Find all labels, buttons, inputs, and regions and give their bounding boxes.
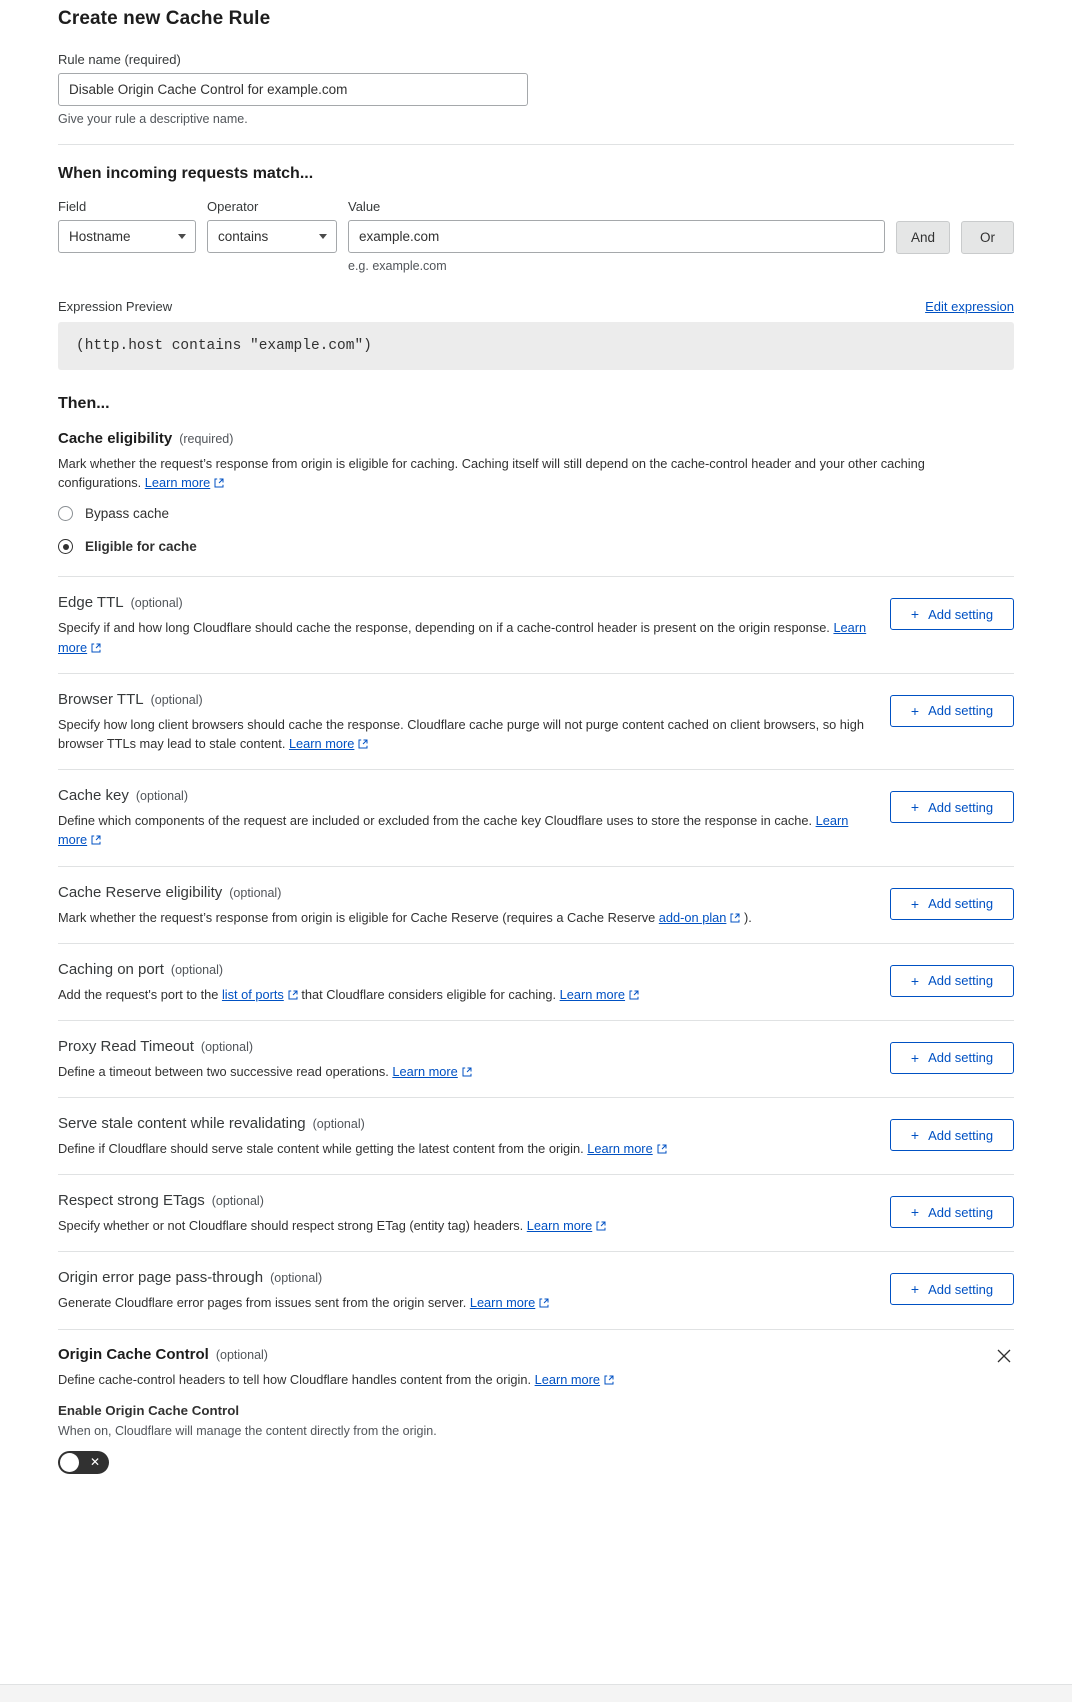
external-link-icon: [214, 478, 224, 488]
origin-error-optional: (optional): [270, 1271, 323, 1286]
enable-origin-cache-control-desc: When on, Cloudflare will manage the content directly from the origin.: [58, 1423, 437, 1438]
operator-column: [207, 199, 337, 253]
list-of-ports-link[interactable]: list of ports: [221, 986, 284, 1002]
bottom-bar: [0, 1684, 1072, 1702]
add-setting-proxy-read-timeout-button[interactable]: [890, 1042, 1014, 1074]
cache-key-desc: [58, 811, 870, 849]
chevron-down-icon: [319, 234, 327, 239]
value-column: [348, 199, 885, 273]
add-setting-label: Add setting: [928, 1127, 994, 1143]
learn-more-link[interactable]: Learn more: [469, 1295, 536, 1311]
add-setting-origin-error-button[interactable]: [890, 1273, 1014, 1305]
rule-name-label: Rule name (required): [58, 52, 181, 67]
rule-name-group: [58, 52, 1014, 126]
origin-error-title: Origin error page pass-through: [58, 1269, 264, 1287]
edge-ttl-desc-text: Specify if and how long Cloudflare should cache the response, depending on if a cache-control header is present on the origin response.: [58, 620, 830, 636]
respect-etags-title: Respect strong ETags: [58, 1192, 205, 1210]
respect-etags-desc: [58, 1216, 870, 1235]
field-label: Field: [58, 199, 87, 214]
add-setting-label: Add setting: [928, 973, 994, 989]
divider: [58, 144, 1014, 145]
field-column: [58, 199, 196, 253]
browser-ttl-optional: (optional): [150, 692, 203, 707]
plus-icon: +: [910, 606, 920, 623]
setting-browser-ttl: [58, 674, 1014, 770]
match-row: [58, 199, 1014, 273]
caching-on-port-title: Caching on port: [58, 960, 164, 978]
setting-cache-reserve-eligibility: [58, 867, 1014, 944]
caching-on-port-optional: (optional): [170, 962, 224, 977]
logic-buttons: [896, 199, 1014, 254]
learn-more-link[interactable]: Learn more: [144, 475, 211, 491]
origin-error-desc-text: Generate Cloudflare error pages from issues sent from the origin server.: [58, 1295, 467, 1311]
origin-cache-control-desc: [58, 1370, 983, 1389]
value-hint: e.g. example.com: [348, 259, 447, 273]
cache-eligibility-header: [58, 430, 1014, 447]
setting-serve-stale-content: [58, 1098, 1014, 1175]
external-link-icon: [91, 835, 101, 845]
cache-eligibility-required: (required): [179, 432, 234, 446]
learn-more-link[interactable]: Learn more: [58, 813, 849, 848]
proxy-read-timeout-desc-text: Define a timeout between two successive read operations.: [58, 1063, 389, 1079]
plus-icon: +: [910, 1281, 920, 1298]
edge-ttl-desc: [58, 618, 870, 656]
rule-name-help: Give your rule a descriptive name.: [58, 112, 248, 126]
serve-stale-optional: (optional): [312, 1117, 365, 1132]
learn-more-link[interactable]: Learn more: [559, 986, 626, 1002]
match-heading: When incoming requests match...: [58, 165, 314, 182]
learn-more-link[interactable]: Learn more: [392, 1063, 458, 1079]
add-setting-browser-ttl-button[interactable]: [890, 695, 1014, 727]
and-button[interactable]: And: [896, 221, 950, 254]
external-link-icon: [657, 1144, 667, 1154]
setting-proxy-read-timeout: [58, 1021, 1014, 1098]
radio-selected-icon: [58, 539, 73, 554]
cache-reserve-desc-text: Mark whether the request’s response from origin is eligible for Cache Reserve (requires a Cache Reserve: [58, 909, 656, 925]
expression-label: Expression Preview: [58, 299, 173, 314]
origin-cache-control-title: Origin Cache Control: [58, 1345, 209, 1363]
browser-ttl-desc-text: Specify how long client browsers should cache the response. Cloudflare cache purge will not purge content cached on client browsers, so high browser TTLs may lead to stale content.: [58, 716, 864, 751]
radio-bypass-cache-label: Bypass cache: [85, 506, 170, 522]
then-heading: Then...: [58, 395, 110, 412]
external-link-icon: [91, 643, 101, 653]
cache-reserve-title: Cache Reserve eligibility: [58, 883, 223, 901]
operator-select-value: contains: [218, 229, 269, 244]
setting-respect-strong-etags: [58, 1175, 1014, 1252]
cache-eligibility-title: Cache eligibility: [58, 430, 173, 447]
add-setting-label: Add setting: [928, 1050, 994, 1066]
learn-more-link[interactable]: Learn more: [58, 620, 867, 655]
expression-preview: (http.host contains "example.com"): [58, 322, 1014, 370]
cache-reserve-desc-tail: ).: [743, 909, 752, 925]
toggle-knob: [60, 1453, 79, 1472]
setting-cache-key: [58, 770, 1014, 866]
radio-bypass-cache[interactable]: [58, 506, 1014, 521]
add-setting-respect-etags-button[interactable]: [890, 1196, 1014, 1228]
field-select-value: Hostname: [69, 229, 131, 244]
cache-eligibility-options: [58, 506, 1014, 554]
add-setting-cache-reserve-button[interactable]: [890, 888, 1014, 920]
caching-on-port-desc: [58, 985, 870, 1004]
external-link-icon: [358, 739, 368, 749]
page-title: Create new Cache Rule: [58, 8, 271, 29]
setting-caching-on-port: [58, 944, 1014, 1021]
field-select[interactable]: [58, 220, 196, 253]
learn-more-link[interactable]: Learn more: [587, 1141, 653, 1157]
edge-ttl-title: Edge TTL: [58, 594, 124, 612]
operator-select[interactable]: [207, 220, 337, 253]
plus-icon: +: [910, 972, 920, 989]
add-setting-label: Add setting: [928, 1204, 994, 1220]
proxy-read-timeout-desc: [58, 1062, 870, 1081]
respect-etags-optional: (optional): [211, 1194, 264, 1209]
add-setting-caching-on-port-button[interactable]: [890, 965, 1014, 997]
cache-reserve-optional: (optional): [229, 885, 282, 900]
caching-on-port-desc-tail: that Cloudflare considers eligible for caching.: [301, 986, 557, 1002]
setting-edge-ttl: [58, 577, 1014, 673]
origin-cache-control-desc-text: Define cache-control headers to tell how Cloudflare handles content from the origin.: [58, 1371, 532, 1387]
cache-reserve-desc: [58, 908, 870, 927]
plus-icon: +: [910, 1204, 920, 1221]
setting-origin-cache-control: [58, 1330, 1014, 1490]
setting-cache-eligibility: [58, 413, 1014, 577]
add-setting-label: Add setting: [928, 799, 994, 815]
proxy-read-timeout-optional: (optional): [200, 1039, 254, 1054]
operator-label: Operator: [207, 199, 259, 214]
external-link-icon: [604, 1375, 614, 1385]
learn-more-link[interactable]: Learn more: [288, 735, 355, 751]
add-setting-cache-key-button[interactable]: [890, 791, 1014, 823]
cache-eligibility-desc-text: Mark whether the request’s response from origin is eligible for caching. Caching itself will still depend on the cache-control header and your other caching configurations.: [58, 456, 925, 491]
plus-icon: +: [910, 702, 920, 719]
learn-more-link[interactable]: Learn more: [526, 1218, 593, 1234]
external-link-icon: [539, 1298, 549, 1308]
add-setting-label: Add setting: [928, 606, 994, 622]
add-on-plan-link[interactable]: add-on plan: [658, 909, 727, 925]
enable-origin-cache-control-label: Enable Origin Cache Control: [58, 1402, 240, 1418]
radio-eligible-for-cache[interactable]: [58, 539, 1014, 554]
plus-icon: +: [910, 1127, 920, 1144]
rule-name-input[interactable]: [58, 73, 528, 106]
cache-key-optional: (optional): [135, 789, 188, 804]
external-link-icon: [596, 1221, 606, 1231]
expression-header: [58, 299, 1014, 314]
serve-stale-desc: [58, 1139, 870, 1158]
external-link-icon: [629, 990, 639, 1000]
edit-expression-link[interactable]: Edit expression: [925, 299, 1014, 314]
value-input[interactable]: [348, 220, 885, 253]
caching-on-port-desc-text: Add the request's port to the: [58, 986, 219, 1002]
origin-error-desc: [58, 1293, 870, 1312]
toggle-off-icon: ✕: [89, 1454, 100, 1469]
cache-key-title: Cache key: [58, 787, 129, 805]
radio-eligible-for-cache-label: Eligible for cache: [85, 539, 197, 555]
edge-ttl-optional: (optional): [130, 596, 183, 611]
add-setting-label: Add setting: [928, 703, 994, 719]
serve-stale-title: Serve stale content while revalidating: [58, 1115, 306, 1133]
cache-key-desc-text: Define which components of the request are included or excluded from the cache key Cloudflare uses to store the response in cache.: [58, 813, 813, 829]
browser-ttl-desc: [58, 715, 870, 753]
serve-stale-desc-text: Define if Cloudflare should serve stale content while getting the latest content from the origin.: [58, 1141, 584, 1157]
add-setting-label: Add setting: [928, 896, 994, 911]
radio-icon: [58, 506, 73, 521]
plus-icon: +: [910, 1049, 920, 1066]
enable-origin-cache-control-toggle[interactable]: [58, 1451, 109, 1474]
respect-etags-desc-text: Specify whether or not Cloudflare should respect strong ETag (entity tag) headers.: [58, 1218, 524, 1234]
plus-icon: +: [910, 799, 920, 816]
origin-cache-control-optional: (optional): [215, 1347, 268, 1362]
setting-origin-error-page-pass-through: [58, 1252, 1014, 1329]
external-link-icon: [288, 990, 298, 1000]
close-icon[interactable]: [994, 1346, 1014, 1366]
browser-ttl-title: Browser TTL: [58, 690, 144, 708]
or-button[interactable]: Or: [961, 221, 1014, 254]
proxy-read-timeout-title: Proxy Read Timeout: [58, 1037, 194, 1055]
cache-eligibility-desc: [58, 454, 983, 492]
add-setting-edge-ttl-button[interactable]: [890, 598, 1014, 630]
add-setting-label: Add setting: [928, 1281, 994, 1297]
chevron-down-icon: [178, 234, 186, 239]
value-label: Value: [348, 199, 381, 214]
add-setting-serve-stale-button[interactable]: [890, 1119, 1014, 1151]
plus-icon: +: [910, 895, 920, 912]
external-link-icon: [730, 913, 740, 923]
external-link-icon: [462, 1067, 472, 1077]
learn-more-link[interactable]: Learn more: [534, 1371, 601, 1387]
